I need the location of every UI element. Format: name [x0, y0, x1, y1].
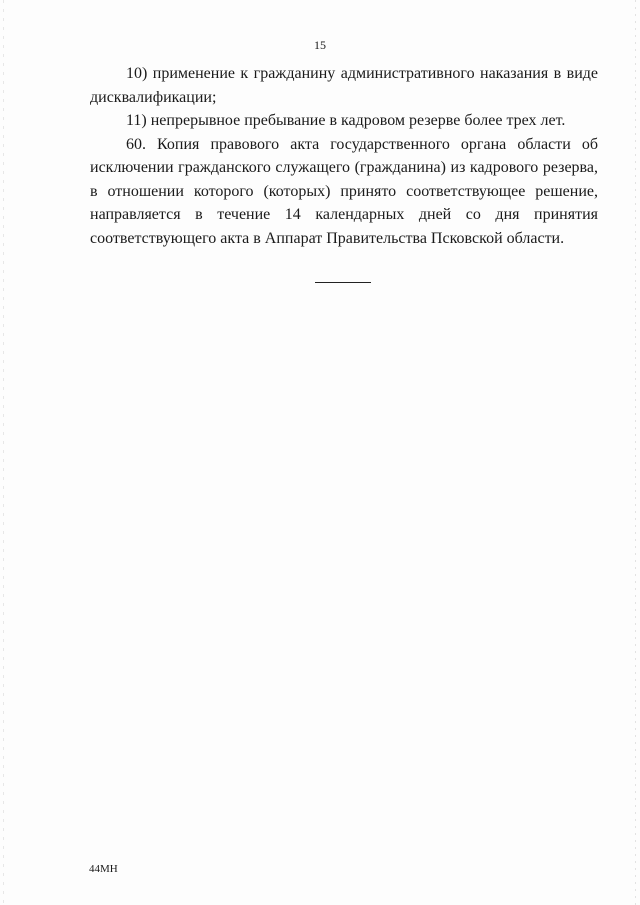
document-body — [90, 62, 598, 250]
footer-code: 44МН — [89, 863, 118, 875]
paragraph-item-11: 11) непрерывное пребывание в кадровом резерве более трех лет. — [126, 112, 566, 129]
page-number: 15 — [314, 38, 326, 52]
paragraph-clause-60: 60. Копия правового акта государственного органа области об исключении гражданского служащего (гражданина) из кадрового резерва, в отношении которого (которых) принято соответствующее решение, направляется в течение 14 календарных дней со дня принятия соответствующего акта в Аппарат Правительства Псковской области. — [90, 135, 598, 247]
scan-edge-right — [635, 0, 636, 905]
paragraph-item-10: 10) применение к гражданину административного наказания в виде дисквалификации; — [90, 65, 598, 106]
scan-edge-left — [3, 0, 4, 905]
end-separator-line — [315, 282, 371, 283]
